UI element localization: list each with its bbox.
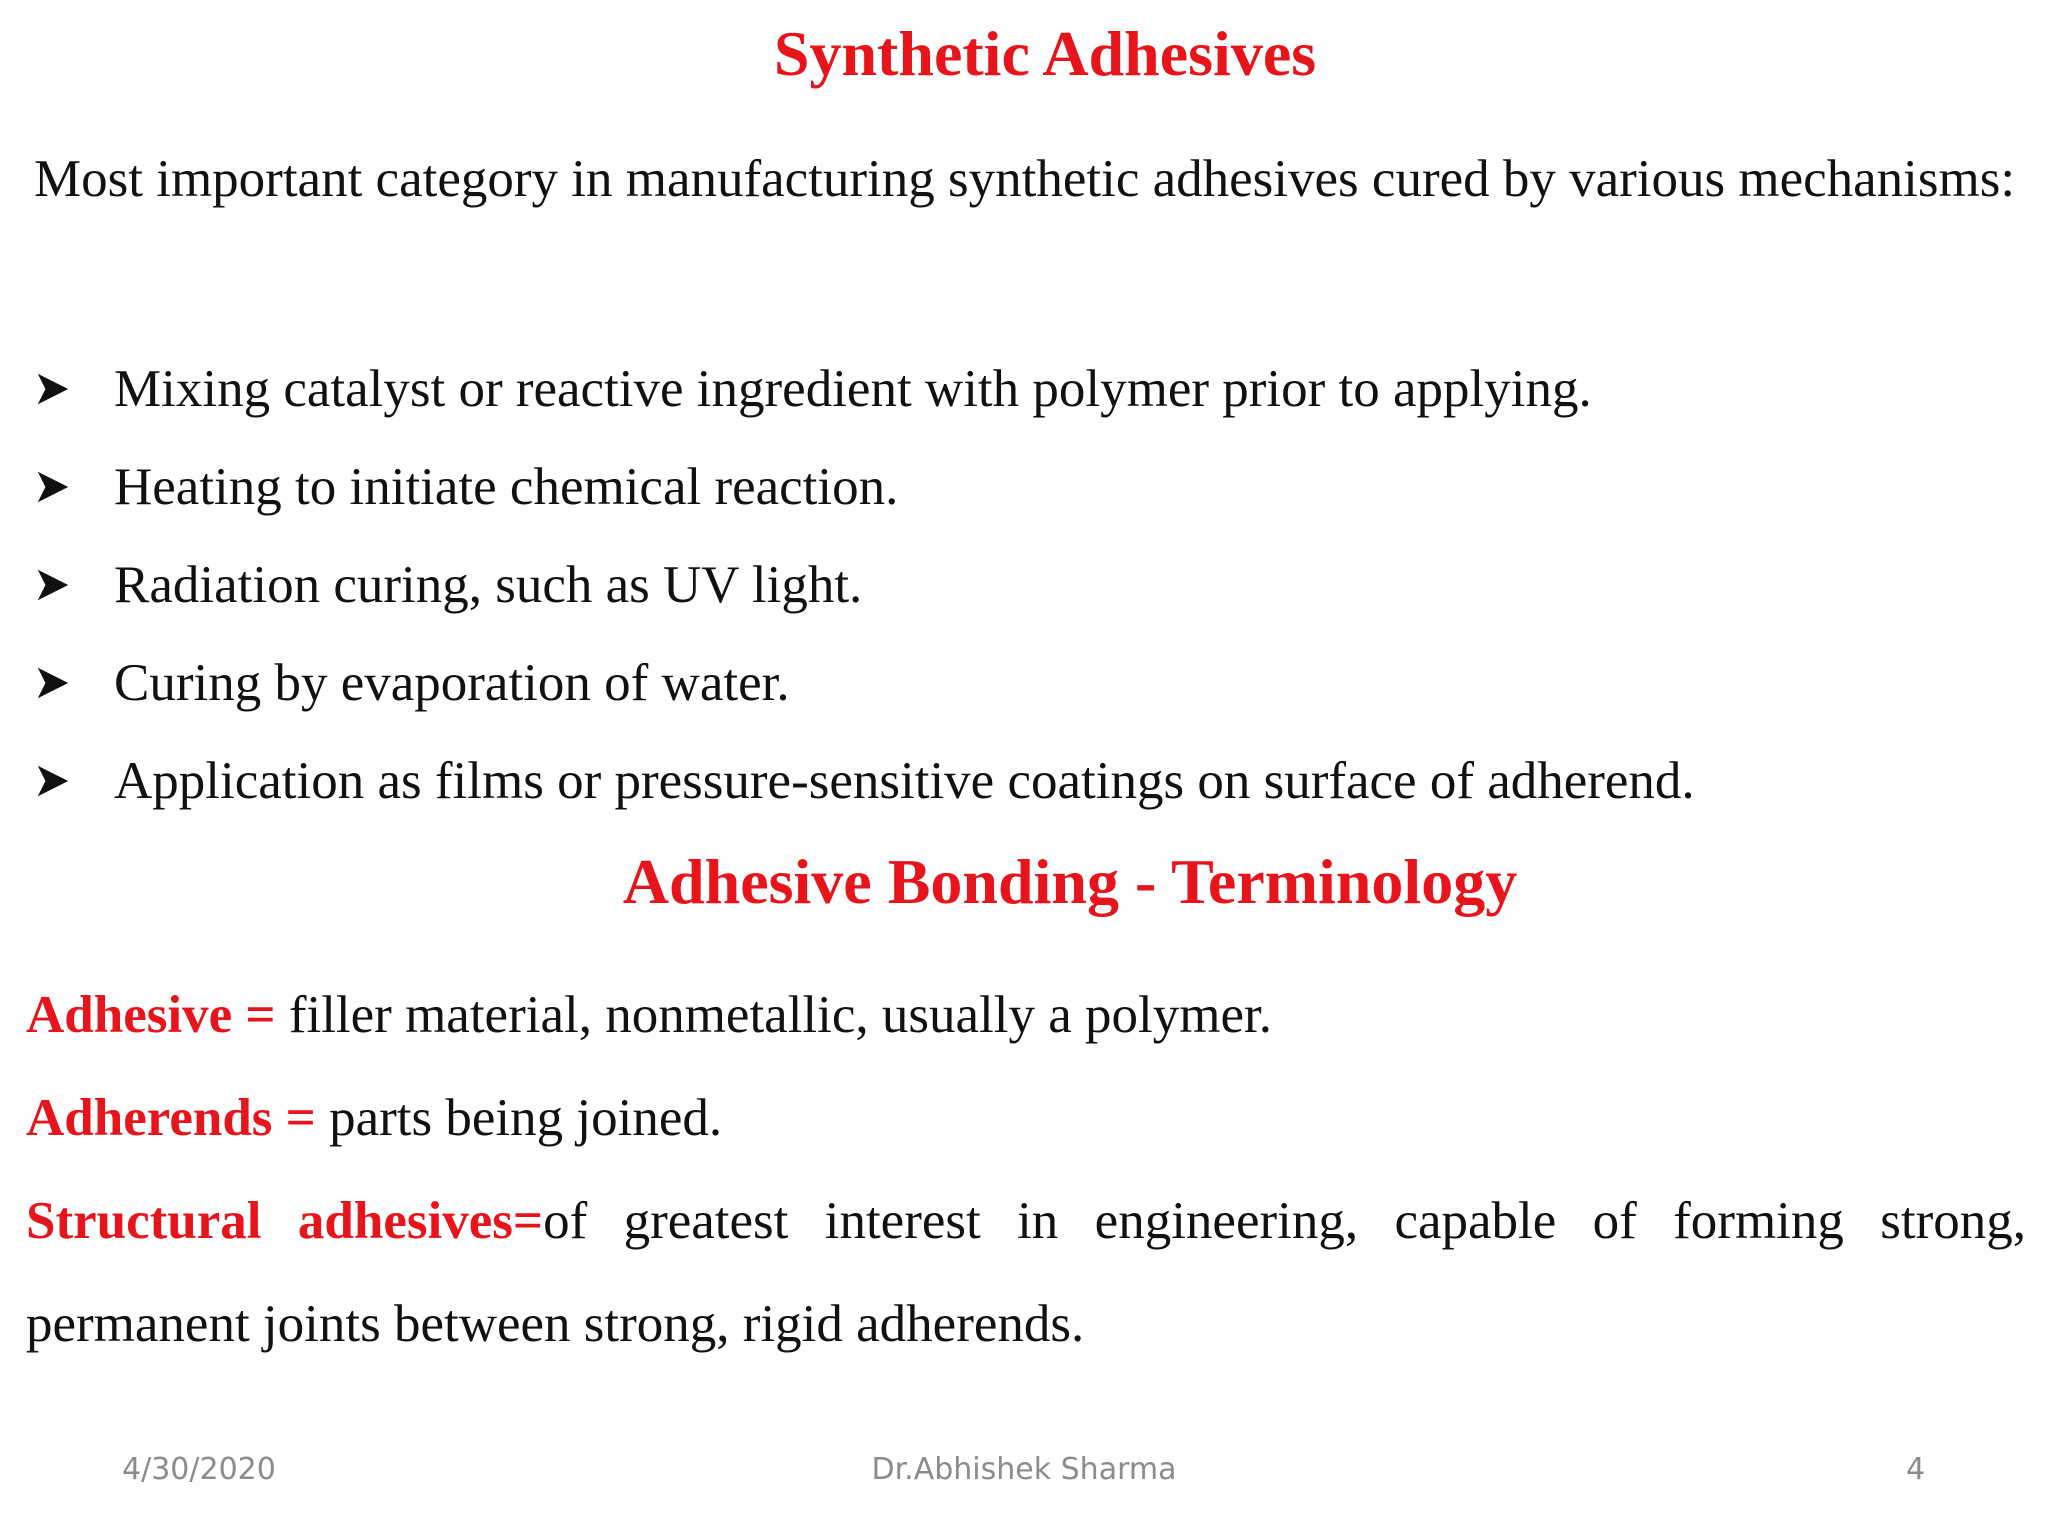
arrowhead-bullet-icon <box>34 370 72 408</box>
arrowhead-bullet-icon <box>34 468 72 506</box>
bullet-text: Mixing catalyst or reactive ingredient with polymer prior to applying. <box>114 360 1592 418</box>
term-key: Structural adhesives= <box>26 1192 544 1250</box>
term-adhesive <box>26 964 2026 1067</box>
intro-paragraph: Most important category in manufacturing synthetic adhesives cured by various mechanisms: <box>34 150 2016 208</box>
term-definition: filler material, nonmetallic, usually a polymer. <box>288 986 1272 1044</box>
list-item <box>34 634 2034 732</box>
list-item <box>34 732 2034 830</box>
footer-page-number: 4 <box>1906 1452 1926 1487</box>
term-structural-adhesives <box>26 1170 2026 1376</box>
term-adherends <box>26 1067 2026 1170</box>
bullet-text: Heating to initiate chemical reaction. <box>114 458 899 516</box>
term-key: Adherends = <box>26 1089 330 1147</box>
bullet-text: Radiation curing, such as UV light. <box>114 556 863 614</box>
terminology-list <box>26 964 2026 1376</box>
term-key: Adhesive = <box>26 986 289 1044</box>
bullet-text: Application as films or pressure-sensitive coatings on surface of adherend. <box>114 752 1695 810</box>
arrowhead-bullet-icon <box>34 664 72 702</box>
term-definition: of greatest interest in engineering, capable of forming strong, permanent joints between strong, rigid adherends. <box>26 1192 2026 1353</box>
list-item <box>34 340 2034 438</box>
footer-date: 4/30/2020 <box>122 1452 276 1487</box>
list-item <box>34 438 2034 536</box>
slide-title: Synthetic Adhesives <box>773 18 1317 89</box>
bullet-text: Curing by evaporation of water. <box>114 654 790 712</box>
section-subtitle: Adhesive Bonding - Terminology <box>622 846 1518 917</box>
bullet-list <box>34 340 2034 830</box>
term-definition: parts being joined. <box>329 1089 723 1147</box>
arrowhead-bullet-icon <box>34 762 72 800</box>
list-item <box>34 536 2034 634</box>
footer-author: Dr.Abhishek Sharma <box>871 1452 1177 1487</box>
arrowhead-bullet-icon <box>34 566 72 604</box>
